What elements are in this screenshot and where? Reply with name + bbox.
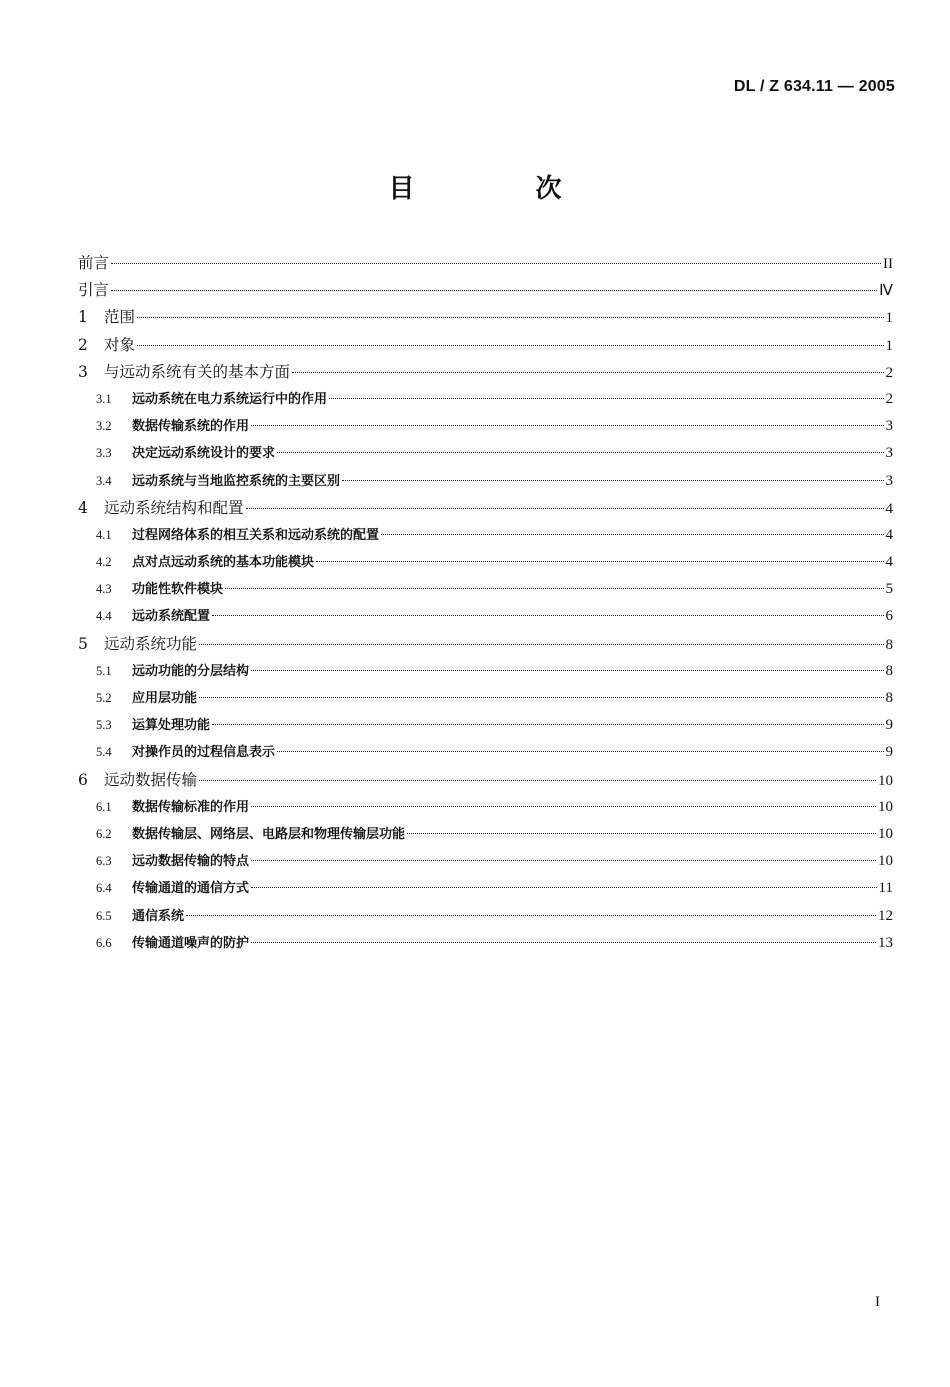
toc-dot-leader (277, 751, 883, 752)
toc-entry-number: 2 (78, 335, 88, 354)
toc-entry[interactable] (78, 794, 893, 821)
toc-entry[interactable] (78, 848, 893, 875)
toc-entry-number: 3 (78, 362, 88, 381)
toc-dot-leader (111, 263, 881, 264)
toc-entry-title: 点对点远动系统的基本功能模块 (132, 555, 315, 571)
toc-entry-title: 远动数据传输的特点 (132, 854, 250, 870)
toc-entry-title: 引言 (78, 281, 110, 300)
toc-entry-title: 前言 (78, 254, 110, 272)
toc-entry[interactable] (78, 576, 893, 603)
toc-entry-title: 传输通道的通信方式 (132, 881, 250, 897)
toc-entry[interactable] (78, 821, 893, 848)
toc-entry-page: 4 (885, 526, 893, 543)
toc-entry-number: 6 (78, 770, 88, 789)
toc-entry-page: 13 (878, 934, 893, 951)
toc-entry[interactable] (78, 767, 893, 794)
toc-entry-page: 3 (885, 472, 893, 489)
toc-dot-leader (186, 915, 876, 916)
toc-entry-page: 10 (878, 825, 893, 842)
toc-entry[interactable] (78, 930, 893, 957)
toc-entry[interactable] (78, 875, 893, 902)
toc-entry-page: 8 (885, 636, 893, 653)
toc-entry[interactable] (78, 277, 893, 304)
toc-entry-page: 4 (885, 554, 893, 571)
toc-dot-leader (199, 697, 883, 698)
toc-entry-page: Ⅳ (879, 283, 893, 300)
toc-entry-title: 远动系统结构和配置 (104, 498, 244, 517)
toc-dot-leader (251, 425, 883, 426)
toc-entry-number: 6.5 (96, 908, 112, 923)
toc-entry-title: 远动系统功能 (104, 634, 198, 653)
toc-entry-title: 通信系统 (132, 908, 185, 924)
toc-entry-title: 应用层功能 (132, 691, 198, 706)
toc-entry[interactable] (78, 685, 893, 712)
toc-entry-page: 9 (885, 744, 893, 761)
toc-entry-page: 10 (878, 772, 893, 789)
toc-dot-leader (137, 345, 883, 346)
toc-entry-title: 远动系统与当地监控系统的主要区别 (132, 473, 341, 489)
toc-entry-title: 传输通道噪声的防护 (132, 935, 250, 951)
toc-entry[interactable] (78, 386, 893, 413)
toc-entry[interactable] (78, 359, 893, 386)
toc-entry-page: 6 (885, 608, 893, 625)
toc-entry[interactable] (78, 332, 893, 359)
toc-dot-leader (316, 561, 883, 562)
toc-entry-number: 4.3 (96, 582, 112, 597)
toc-entry-title: 与远动系统有关的基本方面 (104, 362, 291, 381)
toc-entry-number: 3.4 (96, 473, 112, 488)
toc-dot-leader (212, 615, 883, 616)
toc-dot-leader (342, 480, 883, 481)
toc-entry-number: 5 (78, 634, 88, 653)
toc-entry-number: 3.3 (96, 446, 112, 461)
toc-entry[interactable] (78, 522, 893, 549)
page-number: I (875, 1294, 880, 1310)
toc-dot-leader (329, 398, 883, 399)
toc-entry-number: 4.4 (96, 609, 112, 624)
toc-dot-leader (137, 317, 883, 318)
toc-entry-title: 运算处理功能 (132, 718, 211, 734)
toc-entry-number: 5.3 (96, 718, 112, 733)
toc-entry-page: 10 (878, 853, 893, 870)
toc-entry-number: 3.1 (96, 391, 112, 406)
toc-entry-page: 9 (885, 717, 893, 734)
toc-entry[interactable] (78, 603, 893, 630)
toc-dot-leader (246, 508, 884, 509)
toc-entry-number: 6.3 (96, 854, 112, 869)
toc-entry-page: II (883, 256, 893, 272)
toc-dot-leader (111, 290, 877, 291)
toc-entry-title: 数据传输层、网络层、电路层和物理传输层功能 (132, 826, 406, 842)
toc-dot-leader (381, 534, 883, 535)
toc-entry-title: 远动功能的分层结构 (132, 663, 250, 679)
toc-entry-number: 3.2 (96, 419, 112, 434)
table-of-contents (78, 250, 893, 957)
toc-entry[interactable] (78, 304, 893, 331)
toc-entry-page: 12 (878, 907, 893, 924)
toc-entry-number: 1 (78, 308, 88, 327)
toc-dot-leader (251, 887, 877, 888)
toc-entry-number: 6.2 (96, 826, 112, 841)
toc-entry-title: 范围 (104, 308, 136, 327)
toc-entry-number: 6.6 (96, 935, 112, 950)
toc-entry-page: 1 (885, 337, 893, 354)
toc-entry-number: 6.4 (96, 881, 112, 896)
toc-entry[interactable] (78, 631, 893, 658)
toc-entry-page: 10 (878, 798, 893, 815)
toc-entry-number: 4.1 (96, 527, 112, 542)
toc-dot-leader (251, 942, 876, 943)
toc-entry-number: 6.1 (96, 799, 112, 814)
toc-entry[interactable] (78, 712, 893, 739)
toc-entry-page: 2 (885, 364, 893, 381)
toc-entry-page: 8 (885, 690, 893, 706)
toc-entry[interactable] (78, 413, 893, 440)
standard-number: DL / Z 634.11 — 2005 (733, 78, 895, 95)
toc-entry-title: 决定远动系统设计的要求 (132, 446, 276, 462)
toc-entry[interactable] (78, 250, 893, 277)
toc-dot-leader (199, 644, 883, 645)
toc-entry-number: 5.1 (96, 663, 112, 678)
toc-dot-leader (251, 860, 876, 861)
toc-dot-leader (292, 372, 883, 373)
toc-entry[interactable] (78, 903, 893, 930)
toc-dot-leader (199, 780, 876, 781)
toc-entry-page: 4 (885, 500, 893, 517)
toc-entry-page: 8 (885, 662, 893, 679)
toc-entry[interactable] (78, 739, 893, 766)
toc-entry-page: 1 (885, 310, 893, 327)
toc-entry[interactable] (78, 658, 893, 685)
toc-entry[interactable] (78, 495, 893, 522)
toc-entry-title: 数据传输系统的作用 (132, 419, 250, 435)
toc-entry-title: 对操作员的过程信息表示 (132, 745, 276, 761)
toc-entry-title: 数据传输标准的作用 (132, 799, 250, 815)
toc-entry-page: 2 (885, 390, 893, 407)
toc-dot-leader (251, 806, 876, 807)
toc-dot-leader (277, 452, 883, 453)
toc-entry[interactable] (78, 468, 893, 495)
toc-entry-page: 3 (885, 418, 893, 435)
toc-entry[interactable] (78, 440, 893, 467)
toc-entry[interactable] (78, 549, 893, 576)
toc-entry-number: 5.4 (96, 745, 112, 760)
toc-entry-title: 远动系统配置 (132, 609, 211, 625)
toc-dot-leader (407, 833, 876, 834)
toc-entry-page: 5 (885, 581, 893, 598)
toc-entry-title: 对象 (104, 335, 136, 354)
toc-entry-title: 远动系统在电力系统运行中的作用 (132, 391, 328, 407)
toc-entry-title: 功能性软件模块 (132, 582, 224, 598)
toc-entry-page: 3 (885, 445, 893, 462)
toc-entry-number: 4.2 (96, 555, 112, 570)
toc-entry-title: 远动数据传输 (104, 770, 198, 789)
toc-entry-number: 4 (78, 498, 88, 517)
toc-entry-page: 11 (878, 880, 893, 897)
toc-entry-title: 过程网络体系的相互关系和远动系统的配置 (132, 527, 380, 543)
page-title: 目 次 (388, 174, 618, 204)
toc-dot-leader (251, 670, 883, 671)
toc-dot-leader (225, 588, 883, 589)
toc-entry-number: 5.2 (96, 691, 112, 705)
toc-dot-leader (212, 724, 883, 725)
